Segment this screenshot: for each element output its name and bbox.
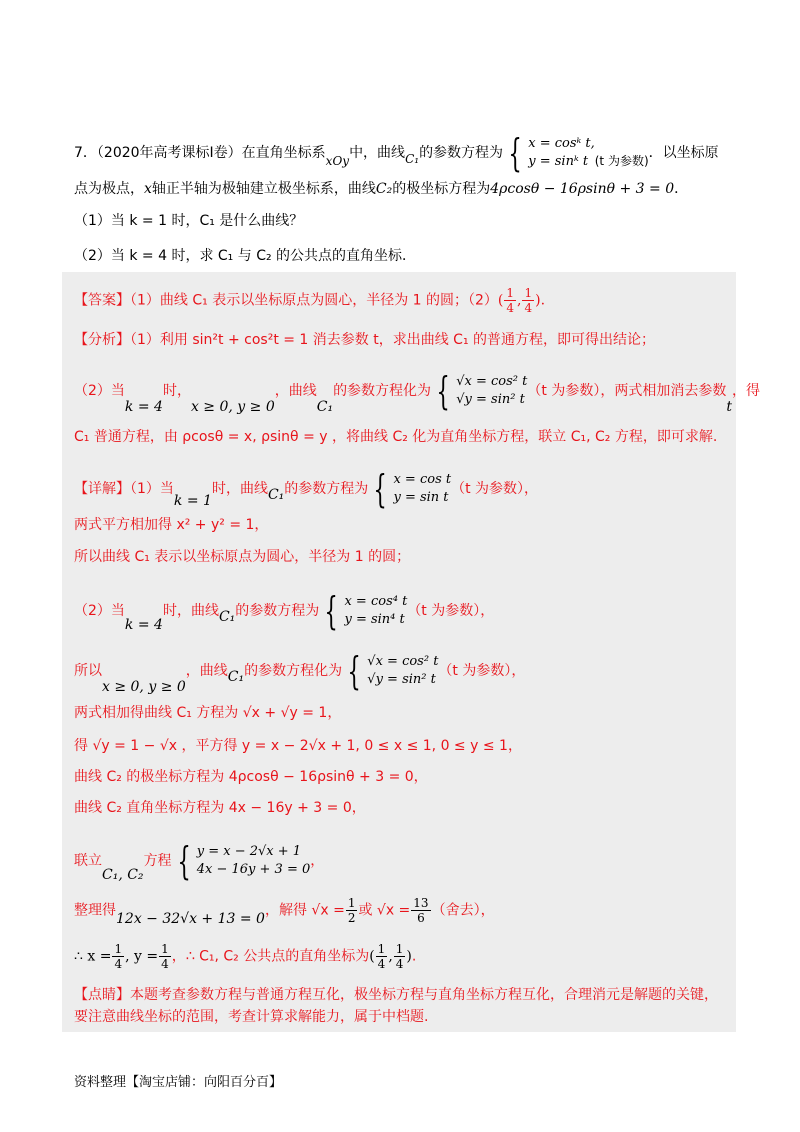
problem-line-2 [74, 178, 688, 200]
problem-text: 的极坐标方程为 [392, 181, 491, 197]
problem-intro: 7．（2020年高考课标Ⅰ卷）在直角坐标系 [74, 145, 326, 161]
detail-line-9: 曲线 C₂ 直角坐标方程为 4x − 16y + 3 = 0， [74, 800, 366, 816]
detail-line-12: ∴ x = $\frac{1}{4}$ , y = $\frac{1}{4}$ ，∴ C₁, C₂ 公共点的直角坐标为( $\frac{1}{4}$ , $\frac{1}{4}$ ). [74, 942, 417, 971]
condition: x ≥ 0, y ≥ 0 [102, 679, 186, 695]
param-system-sqrt: { √x = cos² t √y = sin² t [347, 649, 439, 693]
analysis-text: 的参数方程化为 [333, 383, 432, 399]
detail-text: 所以 [74, 663, 102, 679]
detail-math: , y = [125, 948, 159, 965]
detail-line-10 [74, 839, 325, 883]
system-row: √y = sin² t [367, 672, 436, 687]
detail-line-7: 得 √y = 1 − √x ，平方得 y = x − 2√x + 1, 0 ≤ x ≤ 1, 0 ≤ y ≤ 1， [74, 738, 522, 754]
detail-text: 或 √x = [358, 902, 411, 919]
comment-tag: 【点睛】 [74, 987, 130, 1003]
detail-line-4 [74, 589, 495, 633]
problem-text: 轴正半轴为极轴建立极坐标系，曲线 [151, 181, 376, 197]
detail-line-2: 两式平方相加得 x² + y² = 1， [74, 517, 269, 533]
combined-system: { y = x − 2√x + 1 4x − 16y + 3 = 0 [177, 839, 311, 883]
detail-text: （舍去）， [431, 902, 495, 919]
answer-line: 【答案】（1）曲线 C₁ 表示以坐标原点为圆心，半径为 1 的圆；（2）( $\frac{1}{4}$ , $\frac{1}{4}$ ). [74, 286, 546, 315]
problem-line-1 [74, 131, 719, 175]
system-row: x = cosᵏ t, [528, 136, 595, 151]
system-row: y = sin⁴ t [344, 612, 405, 627]
detail-line-5 [74, 649, 526, 695]
system-row: √y = sin² t [456, 392, 525, 407]
frac-den: 6 [417, 911, 425, 925]
detail-line-1 [74, 467, 539, 511]
detail-text: 方程 [143, 853, 172, 869]
detail-text: ，解得 √x = [264, 902, 345, 919]
detail-text: 联立 [74, 853, 102, 869]
c1-symbol: C₁ [218, 609, 236, 625]
param-system-k1: { x = cos t y = sin t [373, 467, 452, 511]
detail-text: ， [310, 853, 325, 869]
frac-num: 1 [114, 942, 123, 956]
system-row: x = cos⁴ t [344, 594, 408, 609]
analysis-text: （1）利用 sin²t + cos²t = 1 消去参数 t，求出曲线 C₁ 的普通方程，即可得出结论； [130, 332, 656, 348]
detail-text: 时，曲线 [211, 481, 268, 497]
t-symbol: t [726, 399, 732, 415]
param-system-analysis: { √x = cos² t √y = sin² t [436, 369, 528, 413]
analysis-line-1 [74, 329, 655, 351]
frac-den: 4 [506, 301, 515, 315]
detail-text: （1）当 [130, 481, 174, 497]
detail-text: 时，曲线 [162, 603, 219, 619]
frac-den: 4 [395, 957, 404, 971]
polar-equation: 4ρcosθ − 16ρsinθ + 3 = 0 [490, 181, 675, 197]
analysis-line-3: C₁ 普通方程，由 ρcosθ = x, ρsinθ = y ，将曲线 C₂ 化为直角坐标方程，联立 C₁, C₂ 方程，即可求解. [74, 429, 718, 445]
condition: x ≥ 0, y ≥ 0 [190, 399, 275, 415]
question-1: （1）当 k = 1 时，C₁ 是什么曲线？ [74, 213, 304, 229]
system-row: y = x − 2√x + 1 [196, 844, 302, 859]
comment-line-1 [74, 984, 718, 1006]
system-row: y = sin t [393, 490, 449, 505]
c1-symbol: C₁ [227, 669, 245, 685]
analysis-text: ，曲线 [274, 383, 317, 399]
detail-text: 的参数方程化为 [244, 663, 343, 679]
answer-tag: 【答案】 [74, 292, 130, 309]
question-2: （2）当 k = 4 时，求 C₁ 与 C₂ 的公共点的直角坐标． [74, 248, 417, 264]
k-value: k = 4 [124, 617, 163, 633]
frac-num: 1 [506, 286, 515, 300]
detail-tag: 【详解】 [74, 481, 130, 497]
detail-text: 整理得 [74, 902, 116, 919]
detail-text: 的参数方程为 [235, 603, 320, 619]
c1-symbol: C₁ [316, 399, 334, 415]
detail-text: . [411, 948, 417, 965]
analysis-text: （t 为参数），两式相加消去参数 [527, 383, 727, 399]
detail-line-8: 曲线 C₂ 的极坐标方程为 4ρcosθ − 16ρsinθ + 3 = 0， [74, 769, 428, 785]
system-row: y = sinᵏ t [528, 154, 589, 169]
c1-c2-symbol: C₁, C₂ [102, 867, 144, 883]
system-row: x = cos t [393, 472, 452, 487]
frac-num: 1 [377, 942, 386, 956]
detail-text: （t 为参数）， [438, 663, 526, 679]
detail-text: 的参数方程为 [284, 481, 369, 497]
frac-num: 1 [161, 942, 169, 956]
comment-text: 本题考查参数方程与普通方程互化，极坐标方程与直角坐标方程互化，合理消元是解题的关键， [130, 987, 718, 1003]
problem-text: 点为极点， [74, 181, 144, 197]
problem-text: ． [674, 181, 689, 197]
analysis-tag: 【分析】 [74, 332, 130, 348]
frac-den: 4 [114, 957, 123, 971]
problem-text: 中，曲线 [349, 145, 406, 161]
frac-den: 4 [377, 957, 386, 971]
frac-den: 4 [524, 301, 533, 315]
param-system-k4: { x = cos⁴ t y = sin⁴ t [324, 589, 408, 633]
frac-num: 1 [524, 286, 533, 300]
quadratic-equation: 12x − 32√x + 13 = 0 [116, 910, 265, 927]
k-value: k = 1 [173, 493, 212, 509]
param-system-1: { x = cosᵏ t, y = sinᵏ t [508, 131, 595, 175]
detail-text: （t 为参数）， [407, 603, 495, 619]
system-row: √x = cos² t [367, 654, 439, 669]
frac-num: 1 [395, 942, 404, 956]
frac-num: 1 [347, 896, 356, 910]
system-row: 4x − 16y + 3 = 0 [196, 862, 311, 877]
system-row: √x = cos² t [456, 374, 528, 389]
frac-num: 13 [413, 896, 429, 910]
analysis-text: （2）当 [74, 383, 125, 399]
frac-den: 4 [161, 957, 169, 971]
footer-text: 资料整理【淘宝店铺：向阳百分百】 [74, 1075, 283, 1090]
analysis-text: ，得 [731, 383, 760, 399]
detail-line-3: 所以曲线 C₁ 表示以坐标原点为圆心，半径为 1 的圆； [74, 549, 411, 565]
detail-math: ∴ x = [74, 948, 112, 965]
detail-line-11 [74, 896, 495, 925]
c1-symbol: C₁ [405, 152, 420, 166]
answer-text: （1）曲线 C₁ 表示以坐标原点为圆心，半径为 1 的圆；（2） [130, 292, 498, 309]
c1-symbol: C₁ [267, 487, 285, 503]
problem-text: ．以坐标原 [648, 145, 719, 161]
frac-den: 2 [347, 911, 356, 925]
xoy-symbol: xOy [325, 154, 350, 168]
comment-line-2: 要注意曲线坐标的范围，考查计算求解能力，属于中档题. [74, 1009, 429, 1025]
c2-symbol: C₂ [375, 181, 393, 197]
detail-text: ，∴ C₁, C₂ 公共点的直角坐标为 [171, 948, 370, 965]
k-value: k = 4 [124, 399, 163, 415]
detail-text: （t 为参数）， [451, 481, 539, 497]
detail-line-6: 两式相加得曲线 C₁ 方程为 √x + √y = 1， [74, 705, 342, 721]
x-symbol: x [144, 181, 152, 197]
problem-text: 的参数方程为 [419, 145, 504, 161]
detail-text: ，曲线 [185, 663, 228, 679]
detail-text: （2）当 [74, 603, 125, 619]
analysis-text: 时， [162, 383, 191, 399]
param-note: (t 为参数) [594, 154, 649, 168]
analysis-line-2 [74, 369, 760, 415]
